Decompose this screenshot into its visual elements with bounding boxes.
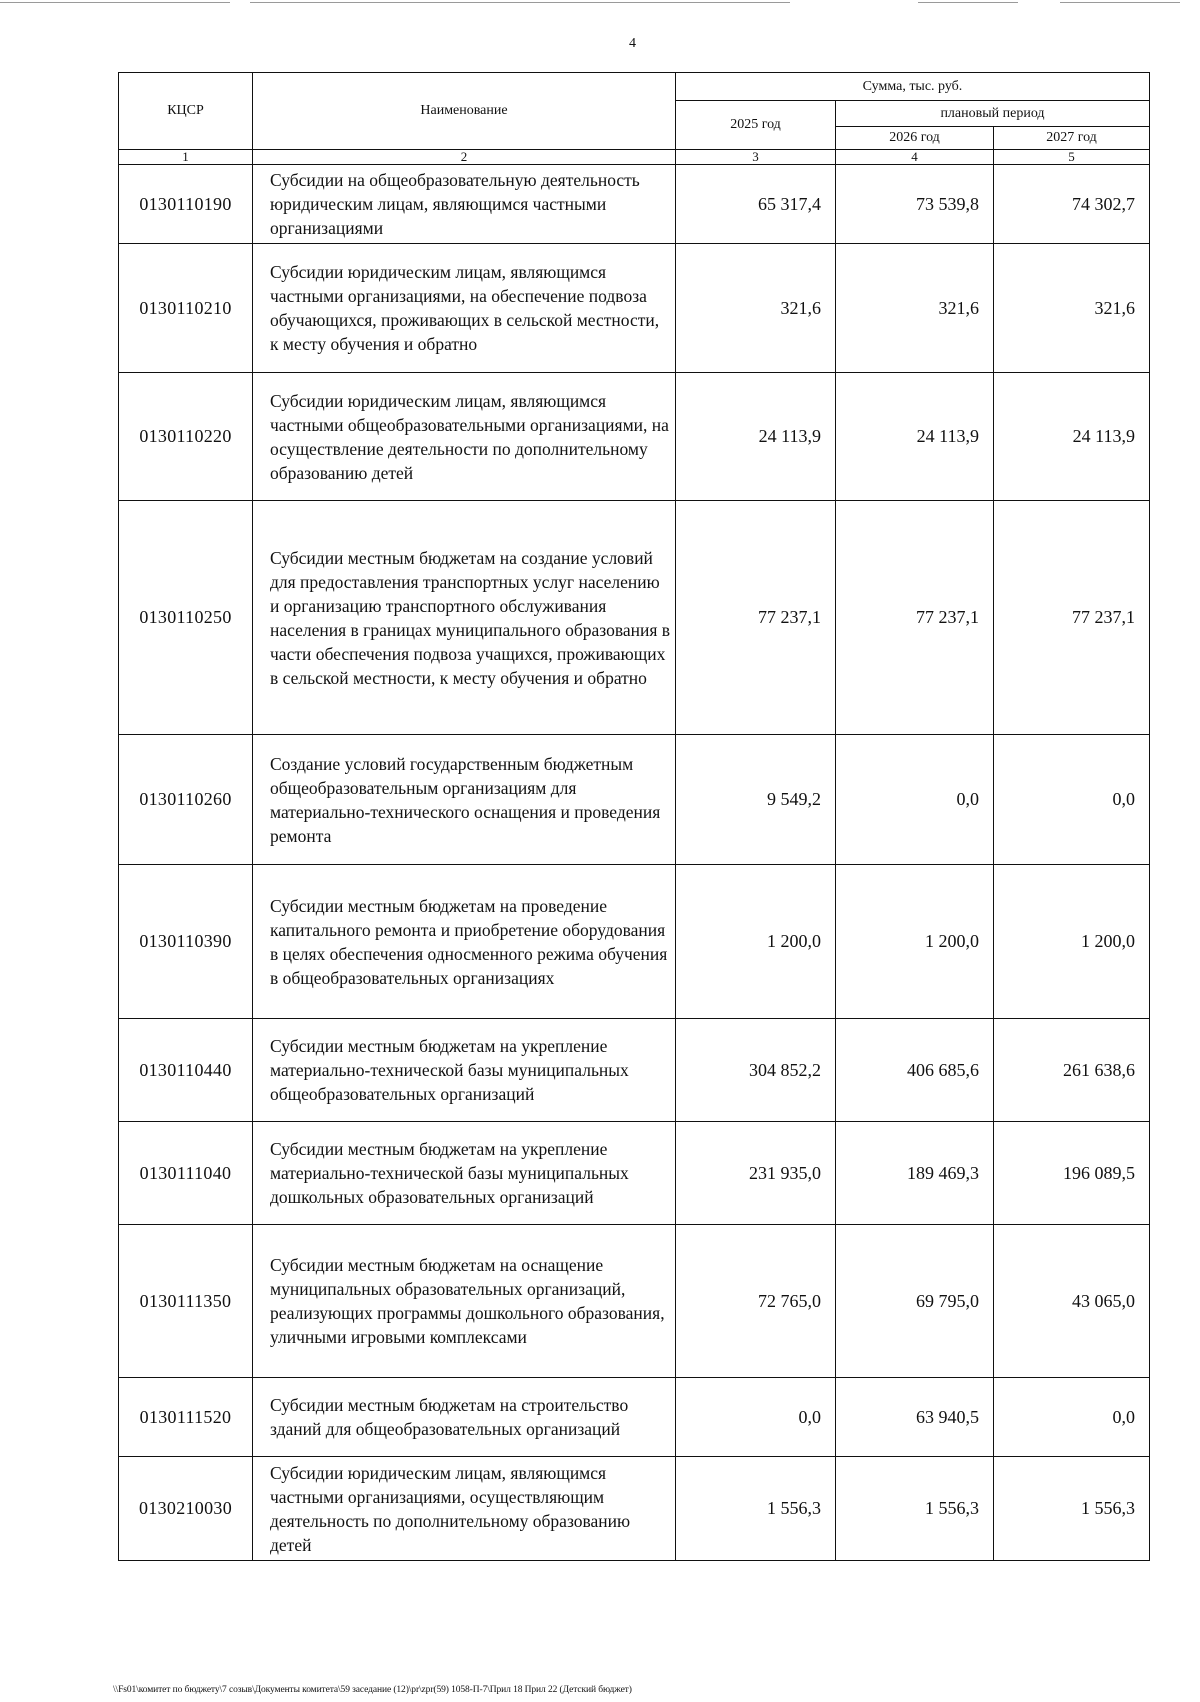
row-value-2025: 77 237,1	[676, 501, 836, 735]
table-row	[119, 244, 1150, 373]
column-number: 4	[836, 150, 994, 165]
row-value-2026: 73 539,8	[836, 165, 994, 244]
row-value-2026: 69 795,0	[836, 1225, 994, 1378]
row-name: Субсидии юридическим лицам, являющимся частными общеобразовательными организациями, на осуществление деятельности по дополнительному образованию детей	[253, 373, 676, 501]
table-row	[119, 1378, 1150, 1457]
table-body	[119, 165, 1150, 1561]
row-value-2025: 0,0	[676, 1378, 836, 1457]
row-value-2026: 63 940,5	[836, 1378, 994, 1457]
row-value-2027: 321,6	[994, 244, 1150, 373]
column-number-row	[119, 150, 1150, 165]
row-code: 0130110210	[119, 244, 253, 373]
row-code: 0130110190	[119, 165, 253, 244]
row-name: Субсидии местным бюджетам на строительство зданий для общеобразовательных организаций	[253, 1378, 676, 1457]
top-edge-rule	[250, 2, 790, 3]
table-row	[119, 501, 1150, 735]
page-number: 4	[629, 36, 636, 51]
table-row	[119, 1122, 1150, 1225]
row-value-2025: 321,6	[676, 244, 836, 373]
table-row	[119, 1457, 1150, 1561]
row-value-2025: 304 852,2	[676, 1019, 836, 1122]
row-code: 0130110440	[119, 1019, 253, 1122]
row-value-2027: 43 065,0	[994, 1225, 1150, 1378]
row-value-2027: 0,0	[994, 735, 1150, 865]
row-name: Субсидии местным бюджетам на создание условий для предоставления транспортных услуг населению и организацию транспортного обслуживания населения в границах муниципального образования в части обеспечения подвоза учащихся, проживающих в сельской местности, к месту обучения и обратно	[253, 501, 676, 735]
header-year-2025: 2025 год	[676, 101, 836, 150]
row-value-2026: 406 685,6	[836, 1019, 994, 1122]
row-value-2027: 1 200,0	[994, 865, 1150, 1019]
top-edge-rule	[918, 2, 1018, 3]
row-value-2027: 1 556,3	[994, 1457, 1150, 1561]
row-value-2025: 1 200,0	[676, 865, 836, 1019]
row-name: Субсидии местным бюджетам на оснащение муниципальных образовательных организаций, реализующих программы дошкольного образования, уличными игровыми комплексами	[253, 1225, 676, 1378]
row-value-2027: 196 089,5	[994, 1122, 1150, 1225]
row-value-2026: 0,0	[836, 735, 994, 865]
row-name: Субсидии юридическим лицам, являющимся частными организациями, осуществляющим деятельность по дополнительному образованию детей	[253, 1457, 676, 1561]
row-name: Создание условий государственным бюджетным общеобразовательным организациям для материально-технического оснащения и проведения ремонта	[253, 735, 676, 865]
column-number: 5	[994, 150, 1150, 165]
row-value-2026: 24 113,9	[836, 373, 994, 501]
row-value-2026: 189 469,3	[836, 1122, 994, 1225]
row-name: Субсидии местным бюджетам на проведение капитального ремонта и приобретение оборудования в целях обеспечения односменного режима обучения в общеобразовательных организациях	[253, 865, 676, 1019]
row-value-2025: 1 556,3	[676, 1457, 836, 1561]
row-name: Субсидии на общеобразовательную деятельность юридическим лицам, являющимся частными организациями	[253, 165, 676, 244]
row-code: 0130110260	[119, 735, 253, 865]
header-sum: Сумма, тыс. руб.	[676, 73, 1150, 101]
top-edge-rule	[1060, 2, 1180, 3]
row-code: 0130210030	[119, 1457, 253, 1561]
row-value-2027: 0,0	[994, 1378, 1150, 1457]
document-file-path: \\Fs01\комитет по бюджету\7 созыв\Документы комитета\59 заседание (12)\pr\zpr(59) 1058-П-7\Прил 18 Прил 22 (Детский бюджет)	[113, 1685, 632, 1695]
top-edge-rule	[0, 2, 230, 3]
row-code: 0130111040	[119, 1122, 253, 1225]
row-code: 0130110220	[119, 373, 253, 501]
header-name: Наименование	[253, 73, 676, 150]
row-value-2027: 24 113,9	[994, 373, 1150, 501]
table-row	[119, 1019, 1150, 1122]
budget-table	[118, 72, 1150, 1561]
table-row	[119, 1225, 1150, 1378]
row-value-2026: 1 556,3	[836, 1457, 994, 1561]
row-name: Субсидии юридическим лицам, являющимся частными организациями, на обеспечение подвоза обучающихся, проживающих в сельской местности, к месту обучения и обратно	[253, 244, 676, 373]
row-value-2025: 9 549,2	[676, 735, 836, 865]
row-name: Субсидии местным бюджетам на укрепление материально-технической базы муниципальных общеобразовательных организаций	[253, 1019, 676, 1122]
row-value-2027: 77 237,1	[994, 501, 1150, 735]
table-header	[119, 73, 1150, 165]
row-code: 0130111520	[119, 1378, 253, 1457]
row-code: 0130110250	[119, 501, 253, 735]
table-row	[119, 865, 1150, 1019]
column-number: 1	[119, 150, 253, 165]
row-value-2026: 1 200,0	[836, 865, 994, 1019]
header-year-2027: 2027 год	[994, 127, 1150, 150]
row-value-2026: 77 237,1	[836, 501, 994, 735]
header-year-2026: 2026 год	[836, 127, 994, 150]
row-code: 0130110390	[119, 865, 253, 1019]
header-planned-period: плановый период	[836, 101, 1150, 127]
row-value-2026: 321,6	[836, 244, 994, 373]
column-number: 2	[253, 150, 676, 165]
table-row	[119, 165, 1150, 244]
column-number: 3	[676, 150, 836, 165]
row-code: 0130111350	[119, 1225, 253, 1378]
row-value-2025: 231 935,0	[676, 1122, 836, 1225]
row-value-2027: 74 302,7	[994, 165, 1150, 244]
row-value-2025: 65 317,4	[676, 165, 836, 244]
row-value-2025: 24 113,9	[676, 373, 836, 501]
row-value-2025: 72 765,0	[676, 1225, 836, 1378]
row-name: Субсидии местным бюджетам на укрепление материально-технической базы муниципальных дошкольных образовательных организаций	[253, 1122, 676, 1225]
table-row	[119, 373, 1150, 501]
row-value-2027: 261 638,6	[994, 1019, 1150, 1122]
table-row	[119, 735, 1150, 865]
header-code: КЦСР	[119, 73, 253, 150]
